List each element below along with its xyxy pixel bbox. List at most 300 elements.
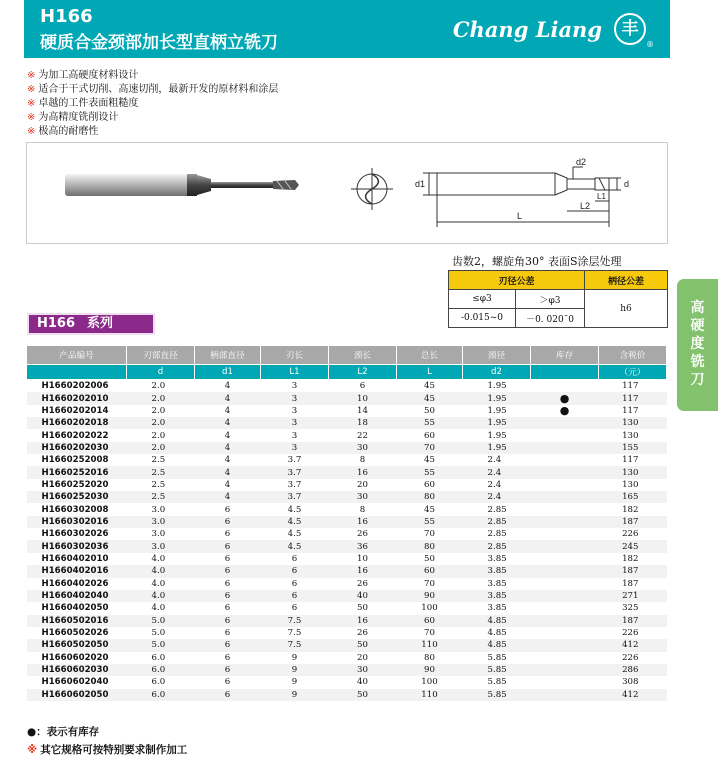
cell-d1: 4	[195, 466, 261, 478]
cell-stock	[531, 466, 599, 478]
table-row	[27, 627, 667, 639]
cell-code: H1660202006	[41, 381, 109, 392]
cell-price: 226	[622, 628, 639, 639]
cell-l1: 7.5	[261, 639, 329, 651]
col-header: 含税价	[599, 346, 667, 365]
table-row	[27, 652, 667, 664]
page-header	[24, 0, 670, 58]
brand-name: Chang Liang	[452, 17, 602, 42]
product-table	[26, 345, 667, 701]
cell-d1: 6	[195, 664, 261, 676]
tolerance-val2: －0. 020˜0	[516, 309, 585, 328]
table-row	[27, 392, 667, 404]
cell-d: 4.0	[127, 565, 195, 577]
label-L2: L2	[580, 201, 591, 211]
cell-stock	[531, 454, 599, 466]
cell-price: 182	[622, 504, 639, 515]
cell-price: 412	[599, 689, 667, 701]
cell-l1: 7.5	[287, 628, 302, 639]
tolerance-col2: ＞φ3	[516, 290, 585, 309]
cell-stock	[531, 380, 599, 393]
cell-price: 117	[622, 381, 639, 392]
cell-price: 412	[599, 639, 667, 651]
cell-d2: 5.85	[463, 664, 531, 676]
cell-price: 226	[622, 529, 639, 540]
cell-stock	[531, 689, 599, 701]
cell-l2: 26	[357, 628, 368, 639]
cell-price: 308	[622, 677, 639, 688]
cell-l2: 50	[357, 603, 368, 614]
cell-l: 45	[397, 392, 463, 404]
tolerance-val1: -0.015~0	[449, 309, 516, 328]
cell-l2: 30	[329, 442, 397, 454]
col-unit: （元）	[599, 365, 667, 380]
cell-d: 4.0	[151, 603, 166, 614]
cell-d: 2.0	[127, 392, 195, 404]
cell-d: 5.0	[151, 628, 166, 639]
cell-l: 50	[424, 405, 435, 416]
cell-code: H1660202030	[27, 442, 127, 454]
cell-l2: 50	[329, 689, 397, 701]
label-d: d	[624, 179, 630, 189]
table-row	[27, 442, 667, 454]
cell-l: 90	[397, 664, 463, 676]
cell-stock	[531, 553, 599, 565]
cell-l: 60	[397, 565, 463, 577]
cell-stock	[531, 565, 599, 577]
cell-stock	[531, 491, 599, 503]
tool-drawing-svg	[27, 143, 667, 243]
col-header: 刃长	[261, 346, 329, 365]
cell-d: 2.0	[127, 442, 195, 454]
cell-l: 45	[424, 504, 435, 515]
table-row	[27, 590, 667, 602]
cell-l1: 4.5	[287, 529, 302, 540]
cell-code: H1660402026	[41, 578, 109, 589]
cell-l1: 9	[291, 677, 298, 688]
cell-l: 60	[397, 615, 463, 627]
shank-tolerance-value: h6	[585, 290, 668, 328]
table-row	[27, 429, 667, 441]
cell-d2: 2.4	[487, 455, 502, 466]
cell-stock	[531, 676, 599, 688]
cell-l1: 3	[291, 430, 298, 441]
cell-code: H1660502026	[41, 628, 109, 639]
cell-l1: 3.7	[261, 466, 329, 478]
cell-price: 130	[599, 466, 667, 478]
cell-l: 70	[397, 442, 463, 454]
table-subheader-row	[27, 365, 667, 380]
table-row	[27, 454, 667, 466]
cell-l1: 4.5	[287, 504, 302, 515]
blade-tolerance-header: 刃径公差	[449, 271, 585, 290]
cell-price: 187	[599, 615, 667, 627]
cell-l2: 8	[359, 504, 366, 515]
cell-code: H1660602050	[27, 689, 127, 701]
tolerance-col1: ≤φ3	[449, 290, 516, 309]
cell-l1: 9	[291, 652, 298, 663]
brand-logo-icon: 丰	[614, 13, 646, 45]
cell-l: 110	[397, 689, 463, 701]
cell-price: 286	[599, 664, 667, 676]
cell-d2: 4.85	[463, 639, 531, 651]
end-mill-photo	[65, 174, 299, 196]
cell-l1: 3	[261, 442, 329, 454]
feature-marker: ※	[27, 98, 36, 109]
table-row	[27, 664, 667, 676]
series-badge: H166 系列	[27, 313, 155, 335]
col-header: 颈径	[463, 346, 531, 365]
table-body	[27, 380, 667, 701]
cell-code: H1660202014	[41, 405, 109, 416]
cell-d2: 2.85	[487, 529, 507, 540]
cell-d1: 4	[195, 442, 261, 454]
feature-list	[27, 69, 278, 139]
cell-code: H1660302008	[41, 504, 109, 515]
cell-d1: 6	[224, 553, 231, 564]
cell-l: 50	[424, 553, 435, 564]
cell-d2: 2.4	[463, 466, 531, 478]
cell-stock	[531, 627, 599, 639]
cell-d2: 3.85	[487, 553, 507, 564]
cell-stock: ●	[559, 403, 570, 417]
cell-code: H1660602020	[41, 652, 109, 663]
cell-code: H1660402050	[41, 603, 109, 614]
cell-l1: 3.7	[261, 491, 329, 503]
cell-code: H1660202010	[27, 392, 127, 404]
feature-marker: ※	[27, 112, 36, 123]
cell-d1: 4	[195, 491, 261, 503]
cell-code: H1660502016	[27, 615, 127, 627]
cell-d1: 6	[224, 529, 231, 540]
cell-price: 245	[599, 540, 667, 552]
col-symbol: d1	[195, 365, 261, 380]
cell-code: H1660302026	[41, 529, 109, 540]
cell-l1: 3.7	[287, 479, 302, 490]
cell-code: H1660252030	[27, 491, 127, 503]
cell-l: 60	[424, 430, 435, 441]
cell-d2: 4.85	[463, 615, 531, 627]
cell-stock	[531, 479, 599, 491]
cell-l1: 3.7	[287, 455, 302, 466]
cell-price: 226	[622, 652, 639, 663]
cell-l1: 3	[291, 381, 298, 392]
col-header: 总长	[397, 346, 463, 365]
feature-marker: ※	[27, 126, 36, 137]
cell-l: 110	[397, 639, 463, 651]
cell-code: H1660252008	[41, 455, 109, 466]
cell-stock	[531, 540, 599, 552]
shank-tolerance-header: 柄径公差	[585, 271, 668, 290]
cell-price: 165	[599, 491, 667, 503]
cell-d1: 6	[195, 540, 261, 552]
feature-item: ※ 为加工高硬度材料设计	[27, 70, 139, 81]
cell-d: 3.0	[151, 529, 166, 540]
cell-d: 2.5	[127, 466, 195, 478]
feature-item: ※ 极高的耐磨性	[27, 126, 99, 137]
cell-code: H1660602040	[41, 677, 109, 688]
cell-d1: 4	[224, 405, 231, 416]
cell-d1: 4	[195, 392, 261, 404]
cell-l2: 6	[359, 381, 366, 392]
cell-d: 6.0	[151, 652, 166, 663]
cell-l1: 6	[261, 565, 329, 577]
cell-d2: 2.85	[463, 540, 531, 552]
feature-item: ※ 为高精度铣削设计	[27, 112, 119, 123]
cell-l: 70	[424, 628, 435, 639]
cell-d: 2.0	[151, 405, 166, 416]
cell-code: H1660402040	[27, 590, 127, 602]
product-code-title: H166	[40, 6, 93, 27]
table-row	[27, 491, 667, 503]
cell-l2: 36	[329, 540, 397, 552]
cell-l: 80	[397, 540, 463, 552]
table-row	[27, 602, 667, 614]
cell-l2: 16	[329, 615, 397, 627]
cell-d1: 6	[224, 504, 231, 515]
cell-l: 45	[424, 381, 435, 392]
cell-price: 155	[599, 442, 667, 454]
cell-l2: 16	[329, 565, 397, 577]
cell-stock	[531, 664, 599, 676]
cell-d2: 2.4	[463, 491, 531, 503]
cell-l2: 10	[329, 392, 397, 404]
tool-drawing	[26, 142, 668, 244]
cell-l1: 4.5	[261, 540, 329, 552]
cell-d2: 1.95	[463, 442, 531, 454]
table-row	[27, 553, 667, 565]
cell-d1: 4	[224, 381, 231, 392]
cell-l: 60	[424, 479, 435, 490]
table-row	[27, 479, 667, 491]
cell-l1: 6	[291, 603, 298, 614]
cell-l2: 20	[357, 479, 368, 490]
cell-price: 117	[622, 405, 639, 416]
cell-l2: 40	[357, 677, 368, 688]
cell-l1: 9	[261, 664, 329, 676]
col-header: 刃部直径	[127, 346, 195, 365]
col-header: 颈长	[329, 346, 397, 365]
cell-d1: 6	[224, 677, 231, 688]
cell-l: 45	[424, 455, 435, 466]
cell-price: 117	[622, 455, 639, 466]
cell-stock	[531, 639, 599, 651]
cell-d2: 2.85	[487, 504, 507, 515]
cell-l2: 16	[329, 516, 397, 528]
cell-stock: ●	[531, 392, 599, 404]
cell-price: 325	[622, 603, 639, 614]
cell-d2: 3.85	[463, 590, 531, 602]
cell-d: 2.0	[127, 417, 195, 429]
cell-d: 5.0	[127, 639, 195, 651]
cell-stock	[531, 417, 599, 429]
cell-stock	[531, 590, 599, 602]
label-d2: d2	[576, 157, 587, 167]
cell-price: 182	[622, 553, 639, 564]
feature-item: ※ 卓越的工件表面粗糙度	[27, 98, 139, 109]
cell-stock	[531, 442, 599, 454]
note-marker: ※	[27, 744, 38, 756]
cell-d2: 5.85	[463, 689, 531, 701]
table-row	[27, 565, 667, 577]
col-header: 产品编号	[27, 346, 127, 365]
cell-code: H1660202022	[41, 430, 109, 441]
cell-price: 187	[599, 565, 667, 577]
cell-code: H1660252020	[41, 479, 109, 490]
cell-d2: 3.85	[463, 565, 531, 577]
cell-stock	[531, 652, 599, 664]
cell-d2: 1.95	[487, 405, 507, 416]
cell-d2: 3.85	[487, 603, 507, 614]
cell-d1: 4	[224, 479, 231, 490]
label-d1: d1	[415, 179, 426, 189]
cell-l2: 26	[357, 578, 368, 589]
cell-l2: 30	[329, 491, 397, 503]
cell-d1: 6	[224, 628, 231, 639]
cell-l: 80	[397, 491, 463, 503]
cell-d1: 6	[195, 689, 261, 701]
col-symbol: L	[397, 365, 463, 380]
cell-code: H1660602030	[27, 664, 127, 676]
registered-mark: ®	[646, 40, 654, 49]
cell-code: H1660402010	[41, 553, 109, 564]
feature-marker: ※	[27, 84, 36, 95]
label-L1: L1	[597, 192, 606, 201]
cell-l: 55	[397, 466, 463, 478]
cell-code: H1660202018	[27, 417, 127, 429]
cell-d: 3.0	[127, 540, 195, 552]
cell-l2: 26	[357, 529, 368, 540]
cell-d1: 6	[224, 652, 231, 663]
table-row	[27, 676, 667, 688]
cell-l: 55	[397, 516, 463, 528]
cell-l1: 6	[291, 578, 298, 589]
cell-d: 6.0	[151, 677, 166, 688]
cell-d: 5.0	[127, 615, 195, 627]
stock-dot-icon: ●	[27, 726, 37, 738]
table-row	[27, 639, 667, 651]
cell-d: 6.0	[127, 689, 195, 701]
cell-price: 187	[622, 578, 639, 589]
cell-d: 6.0	[127, 664, 195, 676]
cell-l: 80	[424, 652, 435, 663]
cell-l2: 14	[357, 405, 368, 416]
cell-code: H1660402016	[27, 565, 127, 577]
table-row	[27, 578, 667, 590]
cell-d2: 1.95	[463, 392, 531, 404]
cell-l2: 16	[329, 466, 397, 478]
col-symbol: L2	[329, 365, 397, 380]
cell-l: 70	[424, 578, 435, 589]
table-row	[27, 405, 667, 417]
col-header: 柄部直径	[195, 346, 261, 365]
cell-d: 2.0	[151, 381, 166, 392]
cell-d: 2.5	[151, 455, 166, 466]
cell-l1: 9	[261, 689, 329, 701]
cell-price: 130	[622, 430, 639, 441]
cell-d1: 4	[224, 430, 231, 441]
cell-l2: 50	[329, 639, 397, 651]
table-row	[27, 466, 667, 478]
cell-d2: 4.85	[487, 628, 507, 639]
cell-stock	[531, 429, 599, 441]
cell-d1: 6	[195, 565, 261, 577]
cell-stock	[531, 528, 599, 540]
feature-item: ※ 适合于干式切削、高速切削，最新开发的原材料和涂层	[27, 84, 279, 95]
category-sidebar: 高 硬 度 铣 刀	[677, 279, 718, 411]
cell-d: 2.5	[127, 491, 195, 503]
cell-d2: 2.4	[487, 479, 502, 490]
cell-d2: 3.85	[487, 578, 507, 589]
cell-d1: 6	[195, 516, 261, 528]
col-symbol: L1	[261, 365, 329, 380]
table-row	[27, 540, 667, 552]
cell-l1: 3	[261, 392, 329, 404]
cell-l1: 6	[291, 553, 298, 564]
cell-d1: 6	[224, 603, 231, 614]
cell-stock	[531, 578, 599, 590]
cell-d1: 6	[195, 615, 261, 627]
col-symbol: d2	[463, 365, 531, 380]
cell-d2: 1.95	[463, 417, 531, 429]
cell-d1: 6	[224, 578, 231, 589]
cell-code: H1660502050	[27, 639, 127, 651]
cell-code: H1660252016	[27, 466, 127, 478]
cell-l2: 18	[329, 417, 397, 429]
cell-l1: 7.5	[261, 615, 329, 627]
cell-l2: 22	[357, 430, 368, 441]
cell-price: 130	[599, 417, 667, 429]
cell-d2: 5.85	[487, 652, 507, 663]
cell-l1: 3	[291, 405, 298, 416]
cell-d2: 1.95	[487, 430, 507, 441]
cell-d2: 1.95	[487, 381, 507, 392]
cell-d: 3.0	[127, 516, 195, 528]
tolerance-table	[448, 270, 668, 328]
cell-price: 271	[599, 590, 667, 602]
cell-d2: 5.85	[487, 677, 507, 688]
cell-d1: 4	[224, 455, 231, 466]
cell-l: 70	[424, 529, 435, 540]
cell-l2: 8	[359, 455, 366, 466]
cell-d1: 4	[195, 417, 261, 429]
end-view-icon	[351, 168, 393, 210]
col-header: 库存	[531, 346, 599, 365]
feature-marker: ※	[27, 70, 36, 81]
cell-d: 4.0	[151, 553, 166, 564]
table-row	[27, 516, 667, 528]
cell-l2: 20	[357, 652, 368, 663]
cell-code: H1660302036	[27, 540, 127, 552]
cell-code: H1660302016	[27, 516, 127, 528]
cell-l: 55	[397, 417, 463, 429]
cell-l2: 40	[329, 590, 397, 602]
cell-l: 90	[397, 590, 463, 602]
cell-stock	[531, 615, 599, 627]
cell-stock	[531, 503, 599, 515]
table-row	[27, 380, 667, 393]
cell-stock	[531, 602, 599, 614]
cell-d: 4.0	[151, 578, 166, 589]
table-header-row	[27, 346, 667, 365]
label-L: L	[517, 211, 523, 221]
table-row	[27, 503, 667, 515]
cell-d: 2.0	[151, 430, 166, 441]
cell-l: 100	[421, 677, 438, 688]
cell-d: 3.0	[151, 504, 166, 515]
custom-note: ※ 其它规格可按特别要求制作加工	[27, 744, 188, 756]
footnotes	[27, 723, 187, 759]
